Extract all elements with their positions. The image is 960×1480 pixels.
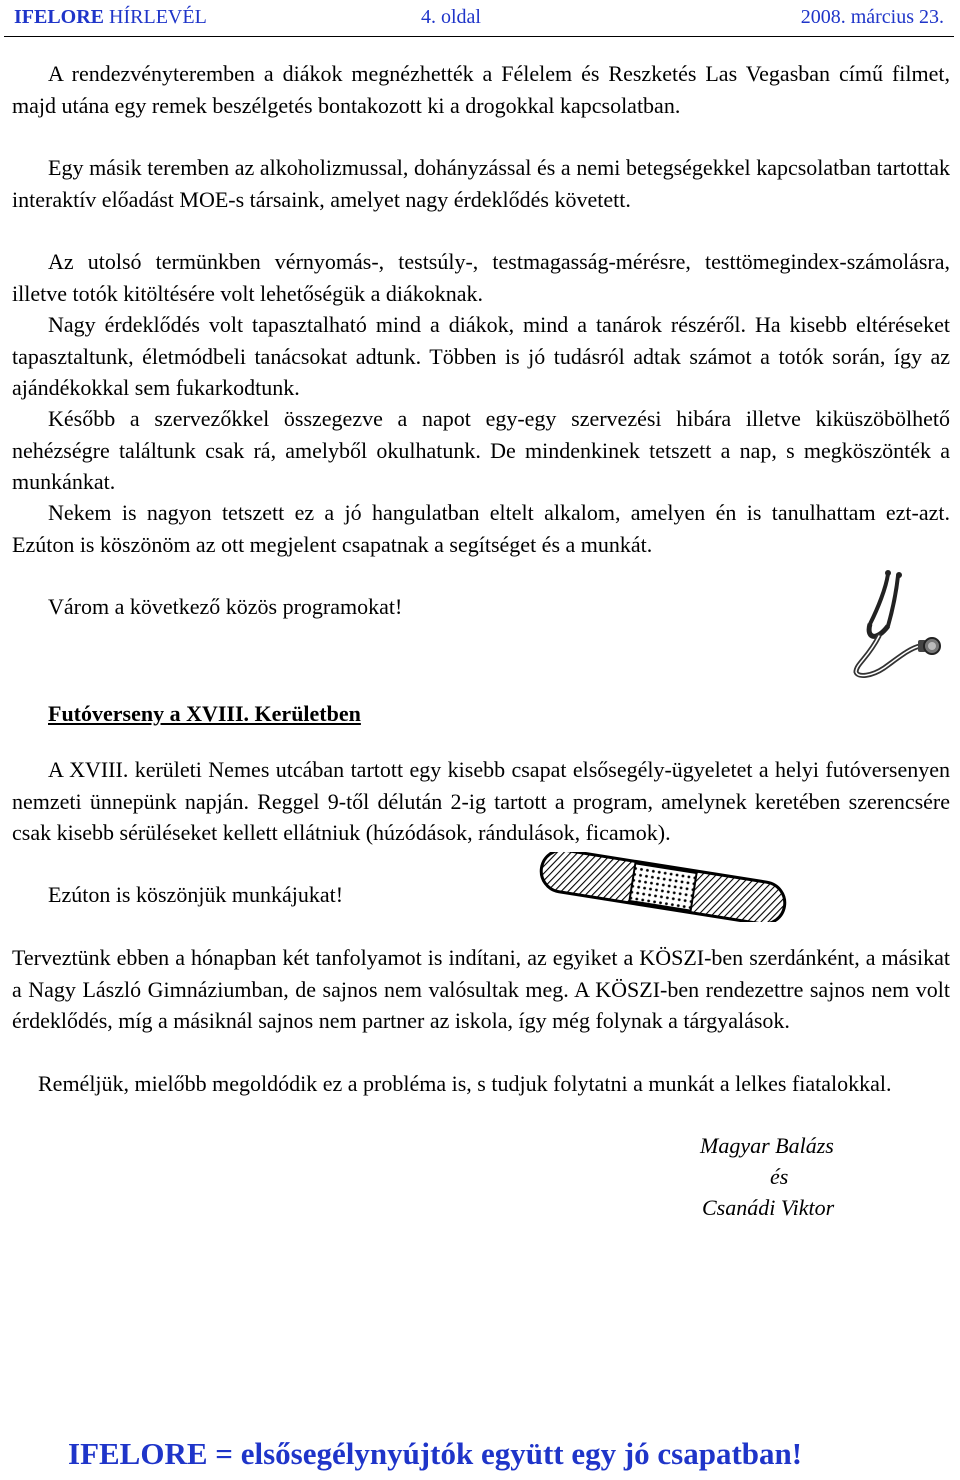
signature-name-1: Magyar Balázs <box>700 1133 834 1158</box>
brand-subtitle: HÍRLEVÉL <box>104 6 207 28</box>
signature-and: és <box>770 1164 789 1189</box>
paragraph-closing: Várom a következő közös programokat! <box>48 594 403 619</box>
stethoscope-icon <box>848 568 948 680</box>
bandage-icon <box>534 852 792 922</box>
section-title-race: Futóverseny a XVIII. Kerületben <box>48 701 361 726</box>
paragraph-alcohol: Egy másik teremben az alkoholizmussal, dohányzással és a nemi betegségekkel kapcsolatban tartottak interaktív előadást MOE-s társaink, amelyet nagy érdeklődés követett. <box>12 155 950 212</box>
paragraph-measurements: Az utolsó termünkben vérnyomás-, testsúly-, testmagasság-mérésre, testtömegindex-számolásra, illetve totók kitöltésére volt lehetőségük a diákoknak. <box>12 249 950 306</box>
issue-date: 2008. március 23. <box>800 6 944 28</box>
paragraph-race: A XVIII. kerületi Nemes utcában tartott egy kisebb csapat elsősegély-ügyeletet a helyi futóversenyen nemzeti ünnepünk napján. Reggel 9-től délután 2-ig tartott a program, amelynek keretében szerencsére csak kisebb sérüléseket kellett ellátniuk (húzódások, rándulások, ficamok). <box>12 757 950 845</box>
signature-name-2: Csanádi Viktor <box>702 1195 835 1220</box>
paragraph-interest: Nagy érdeklődés volt tapasztalható mind a diákok, mind a tanárok részéről. Ha kisebb eltéréseket tapasztaltunk, életmódbeli tanácsokat adtunk. Többen is jó tudásról adtak számot a totók során, így az ajándékokkal sem fukarkodtunk. <box>12 312 950 400</box>
page-number: 4. oldal <box>421 6 481 28</box>
newsletter-header <box>4 0 954 37</box>
paragraph-courses: Terveztünk ebben a hónapban két tanfolyamot is indítani, az egyiket a KÖSZI-ben szerdánként, a másikat a Nagy László Gimnáziumban, de sajnos nem valósultak meg. A KÖSZI-ben rendezettre sajnos nem volt érdeklődés, míg a másiknál sajnos nem partner az iskola, így még folynak a tárgyalások. <box>12 945 950 1033</box>
paragraph-film: A rendezvényteremben a diákok megnézhették a Félelem és Reszketés Las Vegasban című filmet, majd utána egy remek beszélgetés bontakozott ki a drogokkal kapcsolatban. <box>12 61 950 118</box>
brand-name: IFELORE <box>14 6 105 28</box>
footer-slogan: IFELORE = elsősegélynyújtók együtt egy jó csapatban! <box>68 1436 803 1471</box>
paragraph-race-thanks: Ezúton is köszönjük munkájukat! <box>48 882 344 907</box>
paragraph-hope: Reméljük, mielőbb megoldódik ez a probléma is, s tudjuk folytatni a munkát a lelkes fiatalokkal. <box>38 1071 892 1096</box>
paragraph-summary: Később a szervezőkkel összegezve a napot egy-egy szervezési hibára illetve kiküszöbölhető nehézségre találtunk csak rá, amelyből okulhatunk. De mindenkinek tetszett a nap, s megköszönték a munkánkat. <box>12 406 950 494</box>
newsletter-brand <box>14 0 207 34</box>
paragraph-thanks: Nekem is nagyon tetszett ez a jó hangulatban eltelt alkalom, amelyen én is tanulhattam ezt-azt. Ezúton is köszönöm az ott megjelent csapatnak a segítséget és a munkát. <box>12 500 950 557</box>
